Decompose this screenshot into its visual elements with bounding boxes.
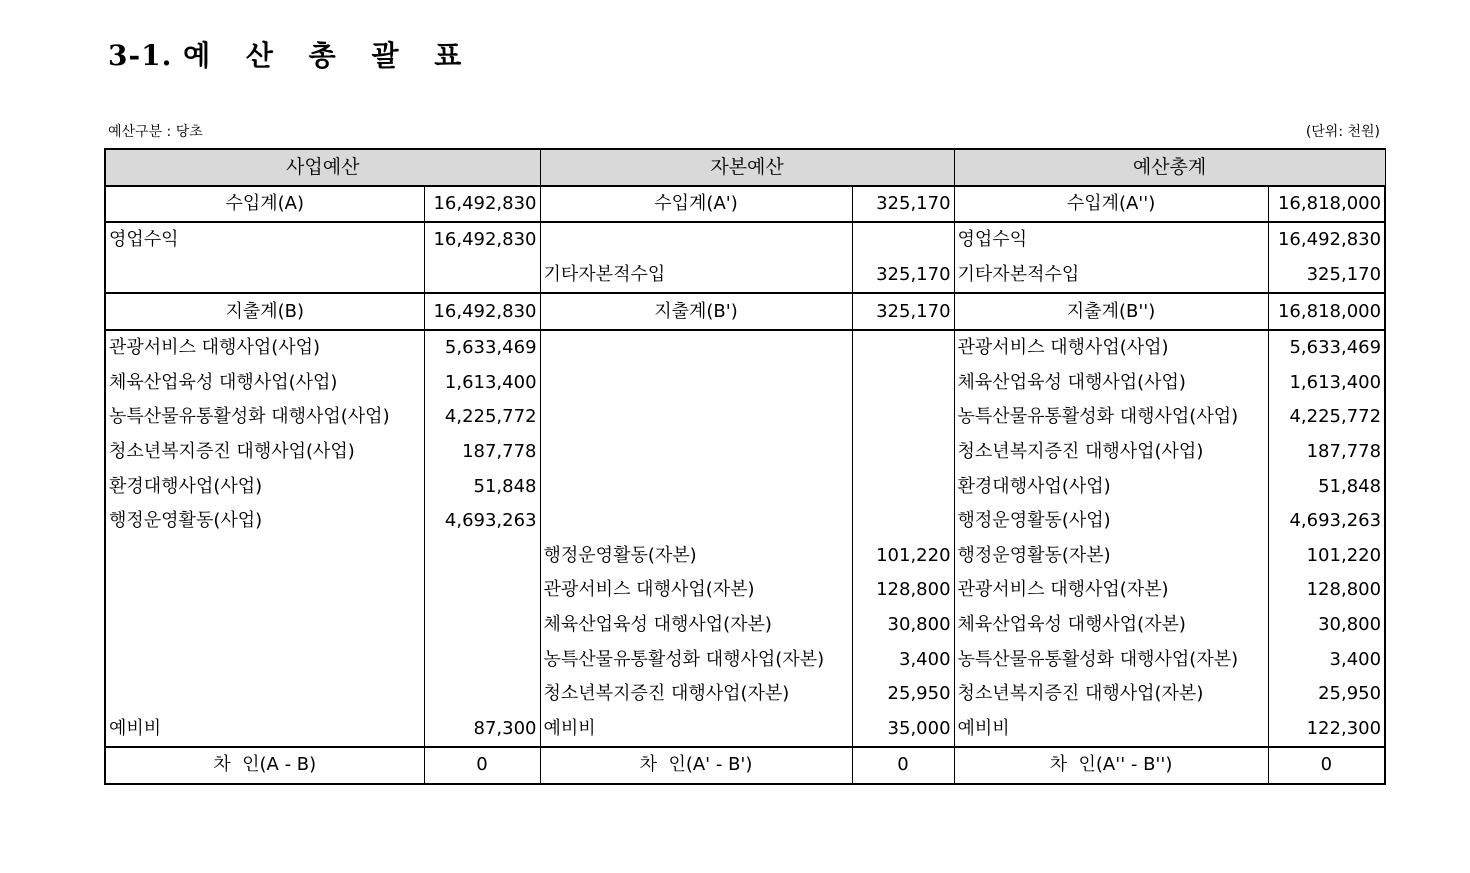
expense-total-capital-value: 325,170 bbox=[852, 293, 954, 330]
expense-business-value bbox=[424, 677, 540, 712]
expense-capital-label bbox=[540, 504, 852, 539]
expense-capital-value: 25,950 bbox=[852, 677, 954, 712]
budget-summary-table bbox=[104, 148, 1386, 785]
revenue-total-item-label: 기타자본적수입 bbox=[954, 258, 1268, 294]
expense-capital-label bbox=[540, 469, 852, 504]
expense-business-label: 체육산업육성 대행사업(사업) bbox=[105, 366, 424, 401]
budget-type-label: 예산구분 : 당초 bbox=[108, 124, 203, 140]
expense-business-label: 환경대행사업(사업) bbox=[105, 469, 424, 504]
expense-business-label bbox=[105, 573, 424, 608]
expense-business-value: 87,300 bbox=[424, 712, 540, 748]
page-title bbox=[108, 34, 474, 74]
expense-business-value bbox=[424, 608, 540, 643]
expense-business-label bbox=[105, 677, 424, 712]
expense-capital-label bbox=[540, 330, 852, 366]
expense-total-item-label: 행정운영활동(사업) bbox=[954, 504, 1268, 539]
expense-capital-label bbox=[540, 366, 852, 401]
table-row bbox=[105, 435, 1385, 470]
table-row bbox=[105, 573, 1385, 608]
expense-capital-value bbox=[852, 366, 954, 401]
expense-capital-value bbox=[852, 469, 954, 504]
expense-business-value bbox=[424, 573, 540, 608]
section-business-header: 사업예산 bbox=[105, 149, 540, 186]
expense-capital-label: 농특산물유통활성화 대행사업(자본) bbox=[540, 642, 852, 677]
expense-total-item-value: 25,950 bbox=[1268, 677, 1385, 712]
expense-total-value: 16,818,000 bbox=[1268, 293, 1385, 330]
expense-business-label: 청소년복지증진 대행사업(사업) bbox=[105, 435, 424, 470]
table-row bbox=[105, 400, 1385, 435]
budget-table-body bbox=[105, 186, 1385, 784]
expense-total-item-value: 128,800 bbox=[1268, 573, 1385, 608]
revenue-business-label bbox=[105, 258, 424, 294]
table-row bbox=[105, 642, 1385, 677]
table-row bbox=[105, 222, 1385, 258]
section-capital-header: 자본예산 bbox=[540, 149, 954, 186]
revenue-total-capital-label: 수입계(A') bbox=[540, 186, 852, 223]
section-total-header: 예산총계 bbox=[954, 149, 1385, 186]
expense-business-label bbox=[105, 608, 424, 643]
expense-total-item-label: 관광서비스 대행사업(자본) bbox=[954, 573, 1268, 608]
expense-business-label: 농특산물유통활성화 대행사업(사업) bbox=[105, 400, 424, 435]
expense-total-item-value: 187,778 bbox=[1268, 435, 1385, 470]
expense-total-item-label: 청소년복지증진 대행사업(자본) bbox=[954, 677, 1268, 712]
revenue-capital-value bbox=[852, 222, 954, 258]
table-row bbox=[105, 504, 1385, 539]
expense-capital-value bbox=[852, 435, 954, 470]
table-row bbox=[105, 608, 1385, 643]
unit-label: (단위: 천원) bbox=[1305, 124, 1380, 140]
expense-total-item-label: 체육산업육성 대행사업(자본) bbox=[954, 608, 1268, 643]
expense-business-value: 187,778 bbox=[424, 435, 540, 470]
expense-business-label: 관광서비스 대행사업(사업) bbox=[105, 330, 424, 366]
expense-capital-label bbox=[540, 435, 852, 470]
table-row bbox=[105, 677, 1385, 712]
table-row bbox=[105, 712, 1385, 748]
expense-business-label bbox=[105, 642, 424, 677]
revenue-total-capital-value: 325,170 bbox=[852, 186, 954, 223]
expense-capital-value: 35,000 bbox=[852, 712, 954, 748]
expense-total-item-label: 환경대행사업(사업) bbox=[954, 469, 1268, 504]
expense-business-value: 5,633,469 bbox=[424, 330, 540, 366]
revenue-business-label: 영업수익 bbox=[105, 222, 424, 258]
difference-row bbox=[105, 747, 1385, 784]
revenue-business-value: 16,492,830 bbox=[424, 222, 540, 258]
revenue-capital-label: 기타자본적수입 bbox=[540, 258, 852, 294]
expense-total-item-value: 3,400 bbox=[1268, 642, 1385, 677]
expense-total-item-value: 51,848 bbox=[1268, 469, 1385, 504]
expense-capital-value bbox=[852, 504, 954, 539]
expense-business-value: 4,225,772 bbox=[424, 400, 540, 435]
expense-total-row bbox=[105, 293, 1385, 330]
table-row bbox=[105, 539, 1385, 574]
revenue-total-value: 16,818,000 bbox=[1268, 186, 1385, 223]
expense-total-item-label: 농특산물유통활성화 대행사업(사업) bbox=[954, 400, 1268, 435]
revenue-total-row bbox=[105, 186, 1385, 223]
expense-capital-label bbox=[540, 400, 852, 435]
revenue-capital-value: 325,170 bbox=[852, 258, 954, 294]
revenue-total-business-value: 16,492,830 bbox=[424, 186, 540, 223]
expense-capital-value: 128,800 bbox=[852, 573, 954, 608]
expense-business-value bbox=[424, 642, 540, 677]
table-row bbox=[105, 469, 1385, 504]
expense-total-item-label: 농특산물유통활성화 대행사업(자본) bbox=[954, 642, 1268, 677]
revenue-total-item-value: 16,492,830 bbox=[1268, 222, 1385, 258]
expense-business-value: 1,613,400 bbox=[424, 366, 540, 401]
expense-capital-value: 3,400 bbox=[852, 642, 954, 677]
expense-business-value bbox=[424, 539, 540, 574]
expense-total-item-value: 122,300 bbox=[1268, 712, 1385, 748]
expense-capital-value bbox=[852, 400, 954, 435]
expense-total-item-label: 예비비 bbox=[954, 712, 1268, 748]
revenue-total-label: 수입계(A'') bbox=[954, 186, 1268, 223]
difference-capital-value: 0 bbox=[852, 747, 954, 784]
expense-capital-value: 101,220 bbox=[852, 539, 954, 574]
expense-total-item-label: 청소년복지증진 대행사업(사업) bbox=[954, 435, 1268, 470]
table-row bbox=[105, 330, 1385, 366]
expense-business-label: 행정운영활동(사업) bbox=[105, 504, 424, 539]
expense-total-item-value: 1,613,400 bbox=[1268, 366, 1385, 401]
title-number: 3-1. bbox=[108, 39, 173, 72]
revenue-capital-label bbox=[540, 222, 852, 258]
table-row bbox=[105, 366, 1385, 401]
expense-business-label bbox=[105, 539, 424, 574]
difference-business-value: 0 bbox=[424, 747, 540, 784]
expense-total-item-value: 30,800 bbox=[1268, 608, 1385, 643]
expense-capital-label: 관광서비스 대행사업(자본) bbox=[540, 573, 852, 608]
expense-capital-value bbox=[852, 330, 954, 366]
expense-business-label: 예비비 bbox=[105, 712, 424, 748]
title-text: 예 산 총 괄 표 bbox=[183, 39, 475, 72]
difference-business-label: 차 인(A - B) bbox=[105, 747, 424, 784]
expense-total-business-label: 지출계(B) bbox=[105, 293, 424, 330]
expense-capital-label: 체육산업육성 대행사업(자본) bbox=[540, 608, 852, 643]
revenue-total-item-value: 325,170 bbox=[1268, 258, 1385, 294]
expense-total-capital-label: 지출계(B') bbox=[540, 293, 852, 330]
section-header-row bbox=[105, 149, 1385, 186]
expense-capital-label: 청소년복지증진 대행사업(자본) bbox=[540, 677, 852, 712]
expense-total-item-value: 101,220 bbox=[1268, 539, 1385, 574]
expense-business-value: 4,693,263 bbox=[424, 504, 540, 539]
expense-total-label: 지출계(B'') bbox=[954, 293, 1268, 330]
expense-total-item-label: 관광서비스 대행사업(사업) bbox=[954, 330, 1268, 366]
expense-total-item-value: 5,633,469 bbox=[1268, 330, 1385, 366]
expense-capital-label: 행정운영활동(자본) bbox=[540, 539, 852, 574]
expense-total-item-label: 행정운영활동(자본) bbox=[954, 539, 1268, 574]
difference-total-value: 0 bbox=[1268, 747, 1385, 784]
expense-capital-value: 30,800 bbox=[852, 608, 954, 643]
expense-total-item-value: 4,225,772 bbox=[1268, 400, 1385, 435]
revenue-total-item-label: 영업수익 bbox=[954, 222, 1268, 258]
revenue-business-value bbox=[424, 258, 540, 294]
expense-total-item-value: 4,693,263 bbox=[1268, 504, 1385, 539]
expense-total-item-label: 체육산업육성 대행사업(사업) bbox=[954, 366, 1268, 401]
expense-capital-label: 예비비 bbox=[540, 712, 852, 748]
expense-total-business-value: 16,492,830 bbox=[424, 293, 540, 330]
difference-capital-label: 차 인(A' - B') bbox=[540, 747, 852, 784]
table-row bbox=[105, 258, 1385, 294]
difference-total-label: 차 인(A'' - B'') bbox=[954, 747, 1268, 784]
expense-business-value: 51,848 bbox=[424, 469, 540, 504]
revenue-total-business-label: 수입계(A) bbox=[105, 186, 424, 223]
